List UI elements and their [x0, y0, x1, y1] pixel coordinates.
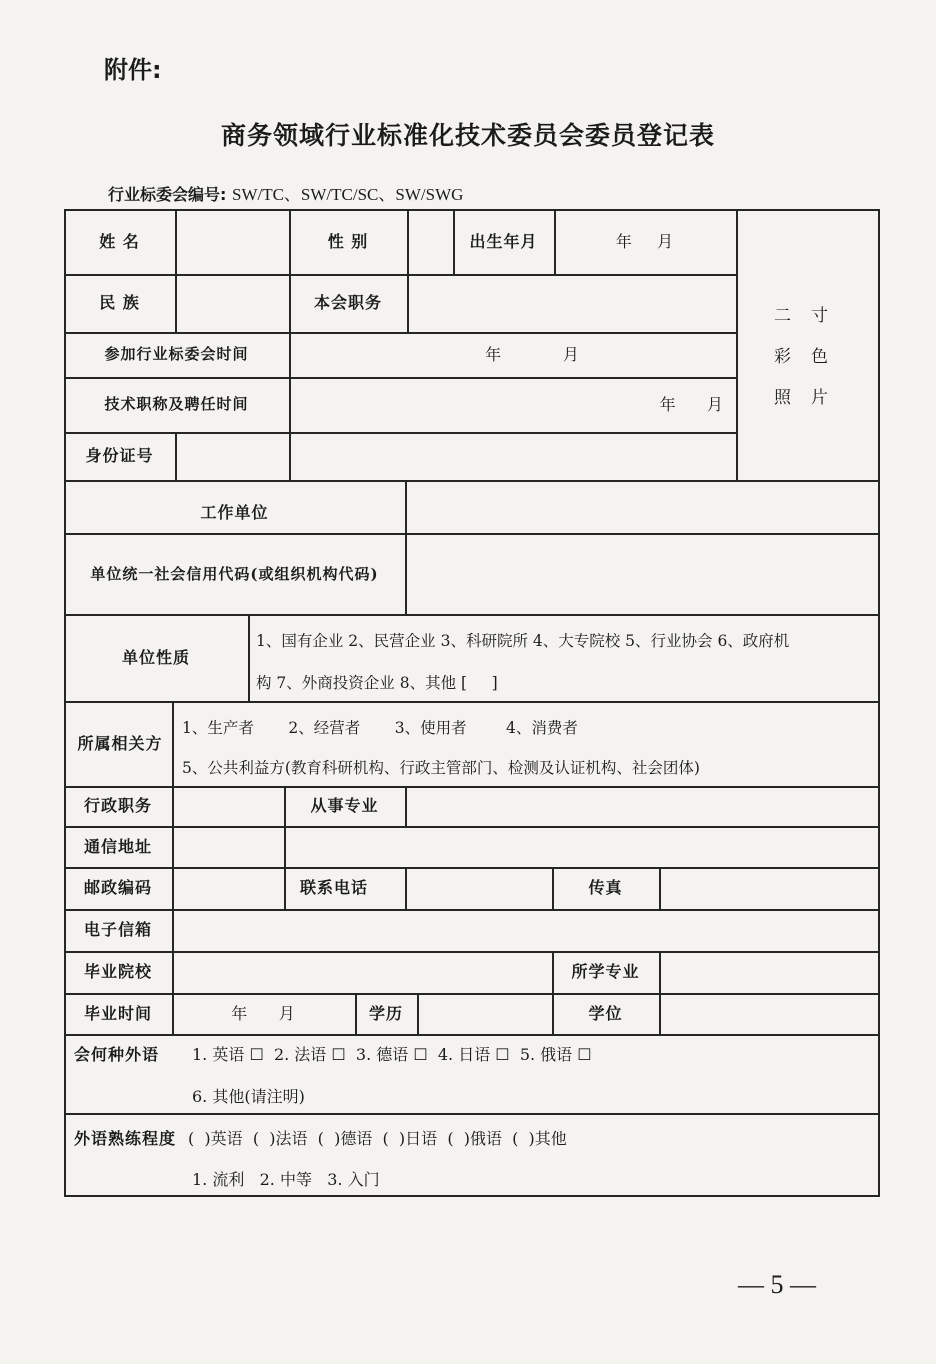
- proficiency-label: 外语熟练程度: [74, 1129, 177, 1149]
- stakeholder-label: 所属相关方: [77, 733, 163, 753]
- photo-area[interactable]: [774, 296, 832, 419]
- photo-char: 色: [811, 347, 832, 367]
- stakeholder-options-2[interactable]: 5、公共利益方(教育科研机构、行政主管部门、检测及认证机构、社会团体): [182, 758, 700, 777]
- ethnicity-field[interactable]: [177, 276, 289, 332]
- education-field[interactable]: [419, 995, 552, 1034]
- major-field[interactable]: [661, 953, 878, 993]
- address-field[interactable]: [174, 828, 878, 867]
- proficiency-levels: 1. 流利 2. 中等 3. 入门: [192, 1170, 380, 1190]
- languages-label: 会何种外语: [74, 1045, 160, 1065]
- join-time-label: 参加行业标委会时间: [104, 345, 249, 364]
- committee-code-value: SW/TC、SW/TC/SC、SW/SWG: [231, 185, 464, 204]
- fax-field[interactable]: [661, 869, 878, 909]
- specialty-field[interactable]: [407, 788, 878, 826]
- credit-code-field[interactable]: [407, 535, 878, 614]
- gender-label: 性 别: [327, 231, 369, 251]
- ethnicity-label: 民 族: [99, 293, 140, 313]
- stakeholder-options[interactable]: 1、生产者 2、经营者 3、使用者 4、消费者: [182, 718, 578, 737]
- attachment-label: 附件:: [104, 56, 162, 84]
- employer-label: 工作单位: [200, 502, 269, 522]
- photo-char: 片: [811, 388, 832, 408]
- degree-label: 学位: [588, 1003, 623, 1023]
- admin-post-label: 行政职务: [83, 796, 152, 816]
- phone-field[interactable]: [407, 869, 552, 909]
- admin-post-field[interactable]: [174, 788, 284, 826]
- org-nature-options[interactable]: 1、国有企业 2、民营企业 3、科研院所 4、大专院校 5、行业协会 6、政府机: [256, 631, 790, 650]
- position-field[interactable]: [409, 276, 736, 332]
- languages-options[interactable]: 1. 英语 ☐ 2. 法语 ☐ 3. 德语 ☐ 4. 日语 ☐ 5. 俄语 ☐: [192, 1045, 592, 1065]
- name-field[interactable]: [177, 211, 289, 274]
- credit-code-label: 单位统一社会信用代码(或组织机构代码): [90, 564, 379, 583]
- committee-code: [108, 186, 463, 203]
- page-number: — 5 —: [738, 1270, 816, 1299]
- form-title: 商务领域行业标准化技术委员会委员登记表: [220, 121, 715, 150]
- postcode-label: 邮政编码: [83, 878, 152, 898]
- email-label: 电子信箱: [83, 920, 152, 940]
- education-label: 学历: [368, 1003, 403, 1023]
- position-label: 本会职务: [313, 293, 382, 313]
- gender-field[interactable]: [409, 211, 453, 274]
- photo-char: 寸: [811, 306, 832, 326]
- photo-char: 彩: [774, 347, 795, 367]
- org-nature-label: 单位性质: [121, 647, 190, 667]
- proficiency-options[interactable]: ( )英语 ( )法语 ( )德语 ( )日语 ( )俄语 ( )其他: [188, 1129, 567, 1149]
- languages-other[interactable]: 6. 其他(请注明): [192, 1087, 305, 1107]
- join-time-field[interactable]: 年 月: [485, 344, 580, 364]
- birth-label: 出生年月: [469, 231, 538, 251]
- address-label: 通信地址: [83, 836, 152, 856]
- photo-char: 二: [774, 306, 795, 326]
- id-number-field[interactable]: [177, 434, 736, 480]
- postcode-field[interactable]: [174, 869, 284, 909]
- name-label: 姓 名: [99, 231, 140, 251]
- school-field[interactable]: [174, 953, 552, 993]
- title-time-field[interactable]: 年 月: [659, 394, 724, 414]
- employer-field[interactable]: [407, 482, 878, 533]
- fax-label: 传真: [588, 878, 623, 898]
- email-field[interactable]: [174, 911, 878, 951]
- birth-field[interactable]: 年 月: [615, 231, 675, 251]
- major-label: 所学专业: [571, 962, 640, 982]
- school-label: 毕业院校: [83, 962, 152, 982]
- org-nature-options-2[interactable]: 构 7、外商投资企业 8、其他 [ ]: [256, 673, 498, 692]
- grad-time-label: 毕业时间: [83, 1003, 152, 1023]
- title-time-label: 技术职称及聘任时间: [104, 395, 249, 414]
- specialty-label: 从事专业: [310, 796, 379, 816]
- degree-field[interactable]: [661, 995, 878, 1034]
- phone-label: 联系电话: [299, 878, 368, 898]
- id-number-label: 身份证号: [85, 446, 154, 466]
- committee-code-label: 行业标委会编号:: [108, 185, 227, 204]
- grad-time-field[interactable]: 年 月: [231, 1003, 296, 1023]
- photo-char: 照: [774, 388, 795, 408]
